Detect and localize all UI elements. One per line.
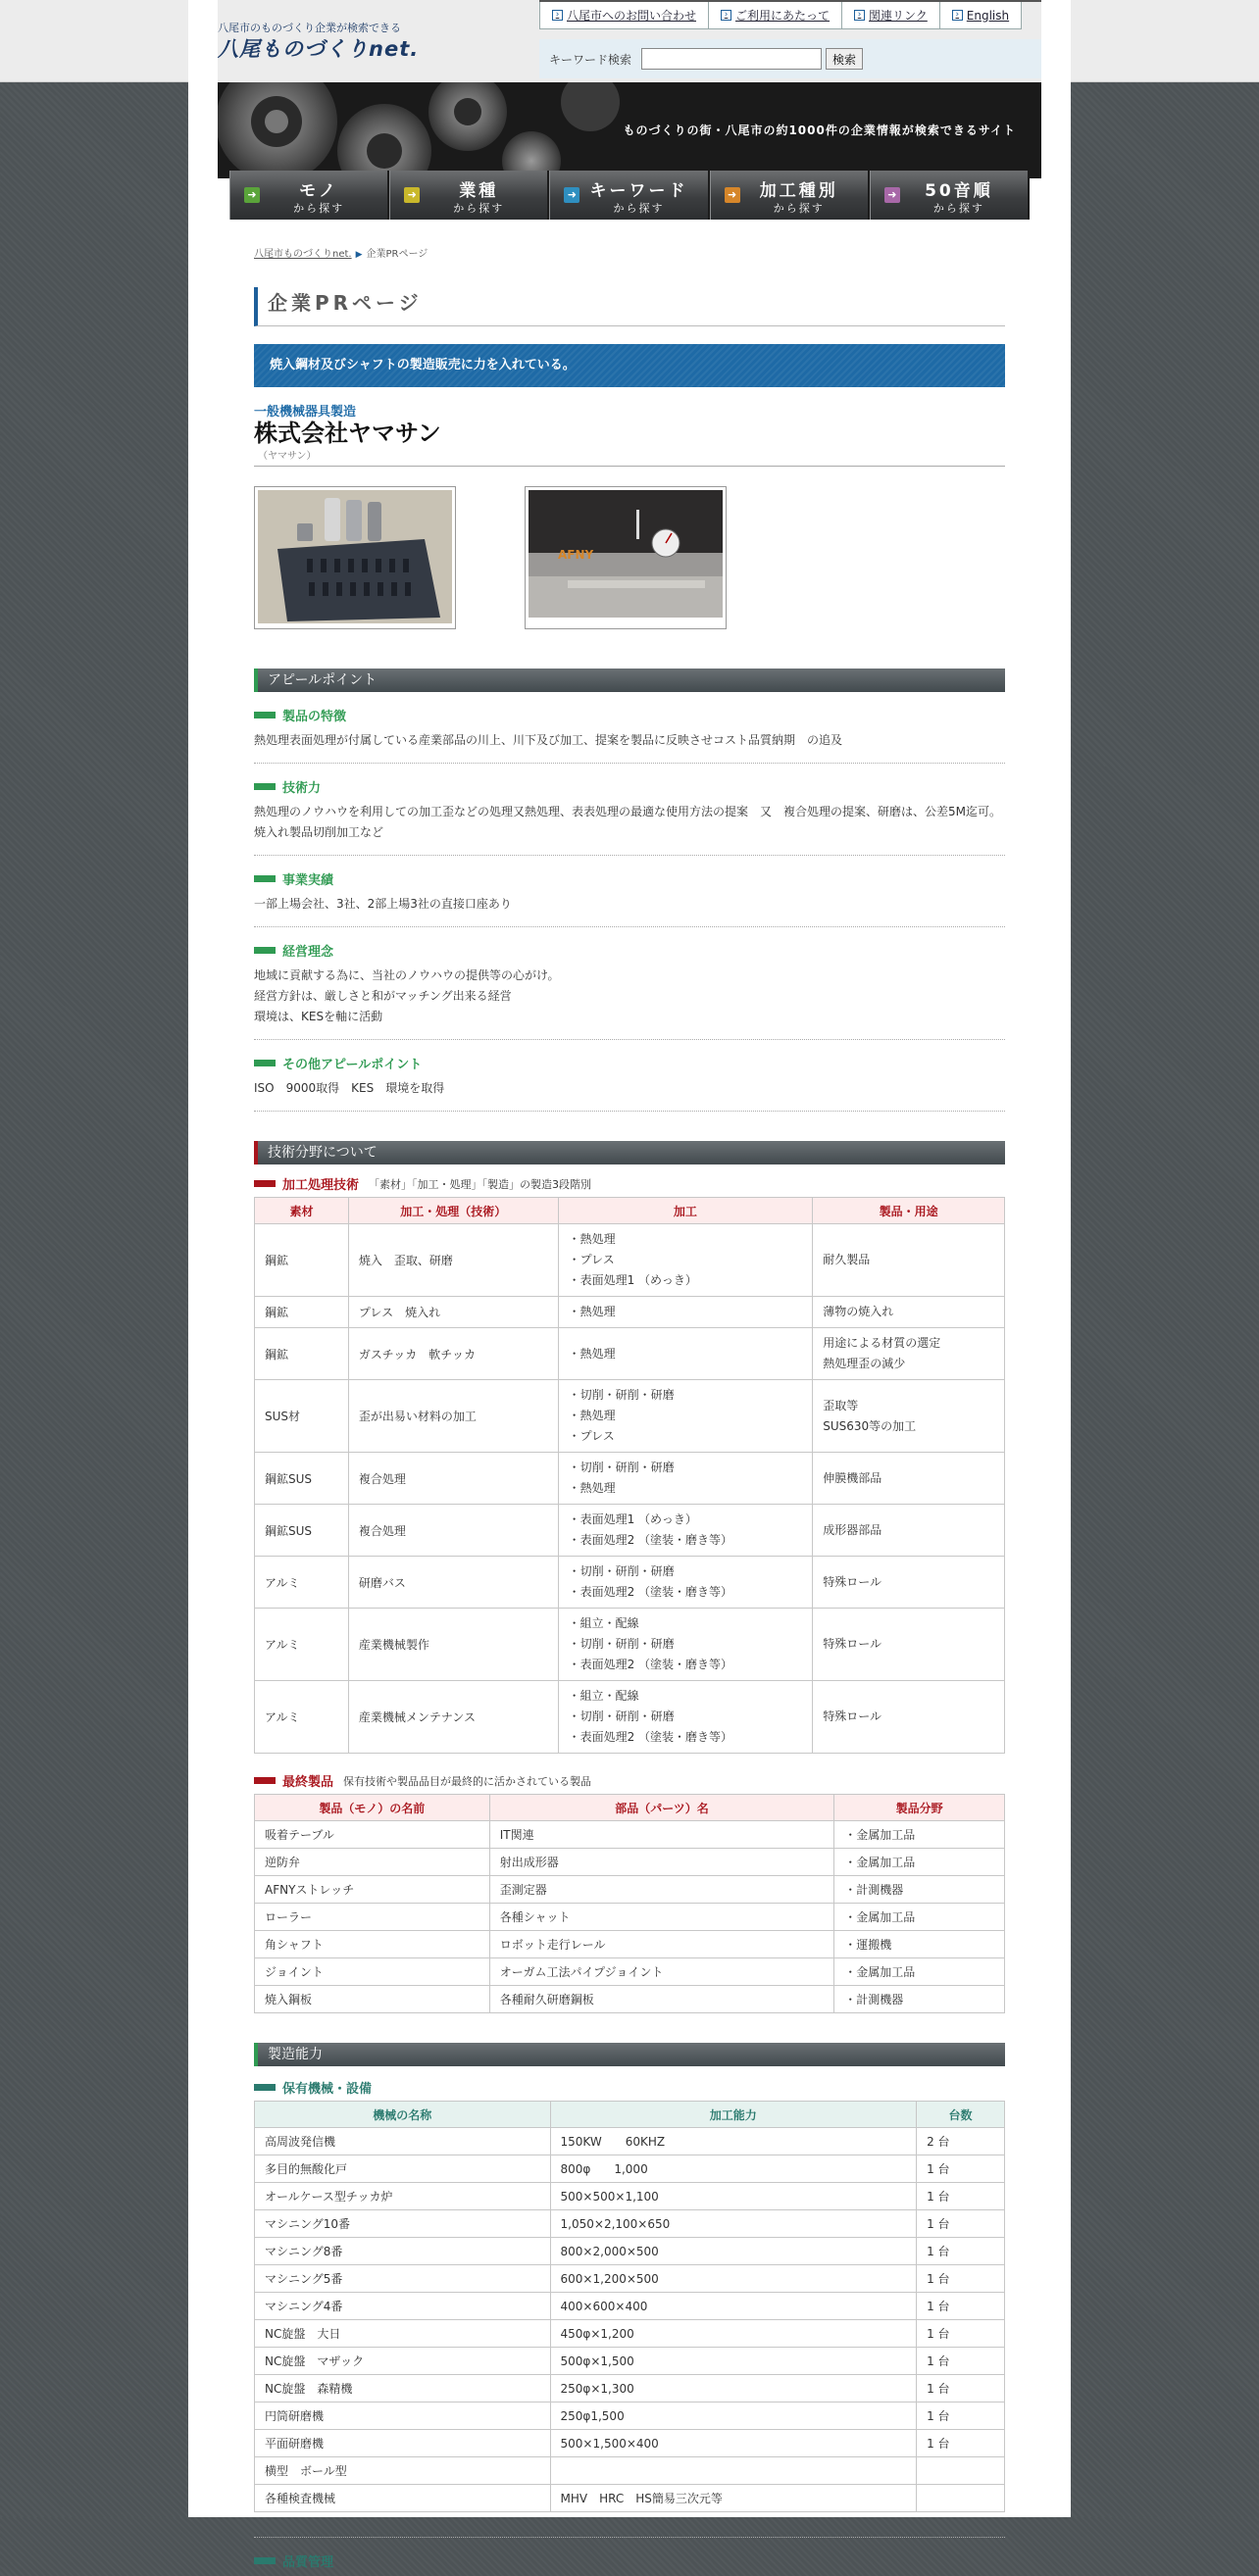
cell-work: ・切削・研削・研磨 ・表面処理2 （塗装・磨き等） (558, 1557, 813, 1609)
table-row (255, 2238, 1005, 2265)
table-row (255, 1821, 1005, 1849)
cell-count: 2 台 (917, 2128, 1005, 2155)
nav-by-keyword[interactable]: ➜ キーワード から探す (549, 171, 709, 220)
table-row (255, 2183, 1005, 2210)
search-button[interactable]: 検索 (826, 48, 863, 70)
table-row (255, 1958, 1005, 1986)
quality-heading: 品質管理 (254, 2551, 1005, 2570)
col-process: 加工・処理（技術） (348, 1198, 558, 1224)
cell-count: 1 台 (917, 2238, 1005, 2265)
arrow-right-icon: › (721, 10, 731, 21)
col-capacity: 加工能力 (550, 2102, 917, 2128)
cell-work: ・熱処理 (558, 1328, 813, 1380)
breadcrumb-home[interactable]: 八尾市ものづくりnet. (254, 249, 352, 260)
arrow-right-icon: ➜ (564, 187, 579, 203)
table-row (255, 1986, 1005, 2013)
arrow-right-icon: › (552, 10, 563, 21)
cell-capacity: 150KW 60KHZ (550, 2128, 917, 2155)
nav-by-industry[interactable]: ➜ 業種 から探す (389, 171, 549, 220)
search-input[interactable] (641, 48, 822, 70)
cell-count: 1 台 (917, 2210, 1005, 2238)
cell-product-name: 焼入鋼板 (255, 1986, 490, 2013)
cell-machine-name: 高周波発信機 (255, 2128, 551, 2155)
cell-field: ・計測機器 (834, 1876, 1005, 1904)
breadcrumb (254, 245, 1005, 260)
bar-icon (254, 1060, 276, 1066)
logo[interactable]: 八尾ものづくりnet. (218, 37, 420, 61)
cell-work: ・表面処理1 （めっき） ・表面処理2 （塗装・磨き等） (558, 1505, 813, 1557)
cell-machine-name: NC旋盤 大日 (255, 2320, 551, 2348)
arrow-right-icon: › (854, 10, 865, 21)
cell-work: ・組立・配線 ・切削・研削・研磨 ・表面処理2 （塗装・磨き等） (558, 1681, 813, 1754)
table-row (255, 1609, 1005, 1681)
product-photo-2[interactable] (525, 486, 727, 629)
cell-use: 耐久製品 (813, 1224, 1005, 1297)
table-row (255, 1681, 1005, 1754)
cell-capacity: 250φ1,500 (550, 2403, 917, 2430)
cell-machine-name: マシニング5番 (255, 2265, 551, 2293)
cell-work: ・熱処理 ・プレス ・表面処理1 （めっき） (558, 1224, 813, 1297)
top-links (539, 0, 1041, 29)
cell-part-name: 歪測定器 (489, 1876, 834, 1904)
main-content: 八尾市ものづくりnet. ▶ 企業PRページ 企業PRページ 焼入鋼材及びシャフトの製造販売に力を入れている。 一般機械器具製造 株式会社ヤマサン （ヤマサン） AFNY アピールポイント 製品の特徴 熱処理表面処理が付属している産業部品の川上、川下及び加工、提案を製品に反映させコスト品質納期 の追及 技術力 熱処理のノウハウを利用しての加工歪などの処理又熱処理、表表処理の最適な使用方法の提案 又 複合処理の提案、研磨は、公差5M迄可。 焼入れ製品切削加工など 事業実績 一部上場会社、3社、2部上場3社の直接口座あり 経営理念 地域に貢献する為に、当社のノウハウの提供等の心がけ。 経営方針は、厳しさと和がマッチング出来る経営 環境は、KESを軸に活動 その他アピールポイント ISO 9000取得 KES 環境を取得 技術分野について 加工処理技術 「素材」「加工・処理」「製造」の製造3段階別 素材 加工・処理（技術） 加工 製品・用途 鋼鉱 焼入 歪取、研磨 ・熱処理 ・プレス ・表面処理1 （めっき） 耐久製品 鋼鉱 プレス 焼入れ ・熱処理 薄物の焼入れ 鋼鉱 ガスチッカ 軟チッカ ・熱処理 用途による材質の選定 熱処理歪の減少 SUS材 歪が出易い材料の加工 ・切削・研削・研磨 ・熱処理 ・プレス 歪取等 SUS630等の加工 鋼鉱SUS 複合処理 ・切削・研削・研磨 ・熱処理 伸膜機部品 鋼鉱SUS 複合処理 ・表面処理1 （めっき） ・表面処理2 （塗装・磨き等） 成形器部品 アルミ 研磨バス ・切削・研削・研磨 ・表面処理2 （塗装・磨き等） 特殊ロール アルミ 産業機械製作 ・組立・配線 ・切削・研削・研磨 ・表面処理2 （塗装・磨き等） 特殊ロール アルミ 産業機械メンテナンス ・組立・配線 ・切削・研削・研磨 ・表面処理2 （塗装・磨き等） 特殊ロール 最終製品 保有技術や製品品目が最終的に活かされている製品 製品（モノ）の名前 部品（パーツ）名 製品分野 吸着テーブル IT関連 ・金属加工品 逆防弁 射出成形器 ・金属加工品 AFNYストレッチ 歪測定器 ・計測機器 ローラー 各種シャット ・金属加工品 角シャフト ロボット走行レール ・運搬機 ジョイント オーガム工法パイプジョイント ・金属加工品 焼入鋼板 各種耐久研磨鋼板 ・計測機器 製造能力 保有機械・設備 機械の名称 加工能力 台数 高周波発信機 150KW 60KHZ 2 台 多目的無酸化戸 800φ 1,000 1 台 オールケース型チッカ炉 500×500×1,100 1 台 マシニング10番 1,050×2,100×650 1 台 マシニング8番 800×2,000×500 1 台 マシニング5番 600×1,200×500 1 台 マシニング4番 400×600×400 1 台 NC旋盤 大日 450φ×1,200 1 台 NC旋盤 マザック 500φ×1,500 1 台 NC旋盤 森精機 250φ×1,300 1 台 円筒研磨機 250φ1,500 1 台 平面研磨機 500×1,500×400 1 台 横型 ボール型 各種検査機械 MHV HRC HS簡易三次元等 品質管理 (254, 245, 1005, 2576)
product-image (529, 490, 723, 618)
table-row (255, 1224, 1005, 1297)
cell-field: ・金属加工品 (834, 1849, 1005, 1876)
cell-process: プレス 焼入れ (348, 1297, 558, 1328)
cell-capacity: 400×600×400 (550, 2293, 917, 2320)
header (218, 0, 1041, 82)
triangle-right-icon: ▶ (355, 250, 363, 260)
tech-table (254, 1197, 1005, 1754)
bar-icon (254, 947, 276, 954)
cell-machine-name: マシニング8番 (255, 2238, 551, 2265)
page-container (188, 0, 1071, 2570)
cell-part-name: ロボット走行レール (489, 1931, 834, 1958)
company-name: 株式会社ヤマサン (254, 420, 441, 447)
bar-icon (254, 875, 276, 882)
table-row (255, 2155, 1005, 2183)
cell-use: 伸膜機部品 (813, 1453, 1005, 1505)
table-row (255, 2375, 1005, 2403)
cell-work: ・切削・研削・研磨 ・熱処理 ・プレス (558, 1380, 813, 1453)
cell-part-name: IT関連 (489, 1821, 834, 1849)
table-row (255, 2403, 1005, 2430)
catchphrase: 焼入鋼材及びシャフトの製造販売に力を入れている。 (254, 344, 1005, 387)
cell-part-name: 各種耐久研磨鋼板 (489, 1986, 834, 2013)
cell-field: ・金属加工品 (834, 1904, 1005, 1931)
arrow-right-icon: › (952, 10, 963, 21)
table-row (255, 1557, 1005, 1609)
nav-by-product[interactable]: ➜ モノ から探す (229, 171, 389, 220)
cell-machine-name: 各種検査機械 (255, 2485, 551, 2512)
bar-icon (254, 783, 276, 790)
link-usage[interactable]: › ご利用にあたって (708, 2, 842, 29)
cell-machine-name: マシニング4番 (255, 2293, 551, 2320)
cell-field: ・金属加工品 (834, 1821, 1005, 1849)
search-bar (539, 39, 1041, 78)
page-title: 企業PRページ (254, 287, 1005, 326)
table-row (255, 1849, 1005, 1876)
appeal-item-results: 事業実績 一部上場会社、3社、2部上場3社の直接口座あり (254, 869, 1005, 927)
afny-logo: AFNY (558, 548, 594, 562)
cell-count: 1 台 (917, 2265, 1005, 2293)
cell-part-name: オーガム工法パイプジョイント (489, 1958, 834, 1986)
cell-product-name: ジョイント (255, 1958, 490, 1986)
cell-process: 歪が出易い材料の加工 (348, 1380, 558, 1453)
col-material: 素材 (255, 1198, 349, 1224)
bar-icon (254, 2557, 276, 2564)
cell-process: 研磨バス (348, 1557, 558, 1609)
cell-material: 鋼鉱SUS (255, 1453, 349, 1505)
cell-part-name: 射出成形器 (489, 1849, 834, 1876)
cell-use: 特殊ロール (813, 1609, 1005, 1681)
cell-capacity: MHV HRC HS簡易三次元等 (550, 2485, 917, 2512)
table-row (255, 2128, 1005, 2155)
table-row (255, 1380, 1005, 1453)
section-tech: 技術分野について (254, 1141, 1005, 1164)
cell-material: アルミ (255, 1609, 349, 1681)
product-photo-1[interactable] (254, 486, 456, 629)
cell-capacity: 250φ×1,300 (550, 2375, 917, 2403)
section-appeal: アピールポイント (254, 669, 1005, 692)
equipment-table (254, 2101, 1005, 2512)
cell-field: ・金属加工品 (834, 1958, 1005, 1986)
cell-material: 鋼鉱 (255, 1328, 349, 1380)
cell-work: ・熱処理 (558, 1297, 813, 1328)
cell-field: ・計測機器 (834, 1986, 1005, 2013)
cell-process: 複合処理 (348, 1505, 558, 1557)
banner (218, 82, 1041, 178)
cell-product-name: 吸着テーブル (255, 1821, 490, 1849)
cell-use: 薄物の焼入れ (813, 1297, 1005, 1328)
cell-capacity: 500×1,500×400 (550, 2430, 917, 2457)
cell-count: 1 台 (917, 2430, 1005, 2457)
table-row (255, 2430, 1005, 2457)
appeal-item-other: その他アピールポイント ISO 9000取得 KES 環境を取得 (254, 1054, 1005, 1112)
col-part-name: 部品（パーツ）名 (489, 1795, 834, 1821)
cell-count (917, 2485, 1005, 2512)
cell-count: 1 台 (917, 2155, 1005, 2183)
table-row (255, 1904, 1005, 1931)
table-row (255, 2348, 1005, 2375)
cell-material: アルミ (255, 1681, 349, 1754)
cell-count: 1 台 (917, 2183, 1005, 2210)
company-kana: （ヤマサン） (254, 447, 1005, 467)
appeal-item-features: 製品の特徴 熱処理表面処理が付属している産業部品の川上、川下及び加工、提案を製品に反映させコスト品質納期 の追及 (254, 706, 1005, 764)
table-row (255, 1297, 1005, 1328)
table-row (255, 2265, 1005, 2293)
product-image (258, 490, 452, 623)
cell-process: ガスチッカ 軟チッカ (348, 1328, 558, 1380)
nav-by-process[interactable]: ➜ 加工種別 から探す (710, 171, 870, 220)
cell-process: 複合処理 (348, 1453, 558, 1505)
cell-count: 1 台 (917, 2375, 1005, 2403)
cell-use: 用途による材質の選定 熱処理歪の減少 (813, 1328, 1005, 1380)
arrow-right-icon: ➜ (404, 187, 420, 203)
table-row (255, 1876, 1005, 1904)
cell-count: 1 台 (917, 2348, 1005, 2375)
appeal-item-technology: 技術力 熱処理のノウハウを利用しての加工歪などの処理又熱処理、表表処理の最適な使用方法の提案 又 複合処理の提案、研磨は、公差5M迄可。 焼入れ製品切削加工など (254, 777, 1005, 856)
logo-tagline: 八尾市のものづくり企業が検索できる (218, 22, 401, 34)
cell-machine-name: 円筒研磨機 (255, 2403, 551, 2430)
cell-use: 歪取等 SUS630等の加工 (813, 1380, 1005, 1453)
cell-capacity: 1,050×2,100×650 (550, 2210, 917, 2238)
cell-machine-name: マシニング10番 (255, 2210, 551, 2238)
col-machine-name: 機械の名称 (255, 2102, 551, 2128)
bar-icon (254, 1180, 276, 1187)
cell-machine-name: NC旋盤 マザック (255, 2348, 551, 2375)
col-field: 製品分野 (834, 1795, 1005, 1821)
cell-material: 鋼鉱 (255, 1297, 349, 1328)
cell-material: 鋼鉱 (255, 1224, 349, 1297)
col-work: 加工 (558, 1198, 813, 1224)
cell-process: 産業機械製作 (348, 1609, 558, 1681)
col-count: 台数 (917, 2102, 1005, 2128)
cell-capacity: 500φ×1,500 (550, 2348, 917, 2375)
cell-capacity: 500×500×1,100 (550, 2183, 917, 2210)
cell-machine-name: 横型 ボール型 (255, 2457, 551, 2485)
arrow-right-icon: ➜ (725, 187, 740, 203)
table-row (255, 2210, 1005, 2238)
cell-count (917, 2457, 1005, 2485)
banner-text: ものづくりの街・八尾市の約1000件の企業情報が検索できるサイト (623, 124, 1016, 137)
cell-machine-name: 平面研磨機 (255, 2430, 551, 2457)
cell-capacity (550, 2457, 917, 2485)
cell-count: 1 台 (917, 2293, 1005, 2320)
cell-use: 特殊ロール (813, 1681, 1005, 1754)
cell-process: 産業機械メンテナンス (348, 1681, 558, 1754)
bar-icon (254, 1777, 276, 1784)
cell-field: ・運搬機 (834, 1931, 1005, 1958)
table-row (255, 2485, 1005, 2512)
cell-capacity: 800×2,000×500 (550, 2238, 917, 2265)
link-related[interactable]: › 関連リンク (841, 2, 940, 29)
col-product-name: 製品（モノ）の名前 (255, 1795, 490, 1821)
cell-product-name: AFNYストレッチ (255, 1876, 490, 1904)
table-row (255, 1505, 1005, 1557)
main-nav (229, 171, 1030, 220)
appeal-item-philosophy: 経営理念 地域に貢献する為に、当社のノウハウの提供等の心がけ。 経営方針は、厳しさと和がマッチング出来る経営 環境は、KESを軸に活動 (254, 941, 1005, 1040)
cell-use: 成形器部品 (813, 1505, 1005, 1557)
arrow-right-icon: ➜ (244, 187, 260, 203)
cell-product-name: ローラー (255, 1904, 490, 1931)
photo-gallery (254, 486, 1005, 629)
cell-product-name: 逆防弁 (255, 1849, 490, 1876)
cell-count: 1 台 (917, 2320, 1005, 2348)
table-row (255, 2457, 1005, 2485)
cell-machine-name: 多目的無酸化戸 (255, 2155, 551, 2183)
table-row (255, 1931, 1005, 1958)
company-category: 一般機械器具製造 (254, 405, 357, 420)
table-row (255, 2320, 1005, 2348)
link-contact[interactable]: › 八尾市へのお問い合わせ (539, 2, 709, 29)
bar-icon (254, 2084, 276, 2091)
cell-machine-name: NC旋盤 森精機 (255, 2375, 551, 2403)
cell-process: 焼入 歪取、研磨 (348, 1224, 558, 1297)
cell-capacity: 600×1,200×500 (550, 2265, 917, 2293)
final-products-table (254, 1794, 1005, 2013)
bar-icon (254, 712, 276, 718)
table-row (255, 1328, 1005, 1380)
nav-by-syllabary[interactable]: ➜ 50音順 から探す (870, 171, 1030, 220)
table-row (255, 2293, 1005, 2320)
cell-material: アルミ (255, 1557, 349, 1609)
cell-work: ・切削・研削・研磨 ・熱処理 (558, 1453, 813, 1505)
cell-use: 特殊ロール (813, 1557, 1005, 1609)
cell-capacity: 800φ 1,000 (550, 2155, 917, 2183)
section-capacity: 製造能力 (254, 2043, 1005, 2066)
col-use: 製品・用途 (813, 1198, 1005, 1224)
cell-machine-name: オールケース型チッカ炉 (255, 2183, 551, 2210)
link-english[interactable]: › English (939, 2, 1022, 29)
arrow-right-icon: ➜ (884, 187, 900, 203)
cell-part-name: 各種シャット (489, 1904, 834, 1931)
breadcrumb-current: 企業PRページ (366, 249, 428, 260)
cell-material: 鋼鉱SUS (255, 1505, 349, 1557)
table-row (255, 1453, 1005, 1505)
cell-material: SUS材 (255, 1380, 349, 1453)
cell-capacity: 450φ×1,200 (550, 2320, 917, 2348)
cell-product-name: 角シャフト (255, 1931, 490, 1958)
search-label: キーワード検索 (549, 52, 632, 67)
cell-work: ・組立・配線 ・切削・研削・研磨 ・表面処理2 （塗装・磨き等） (558, 1609, 813, 1681)
cell-count: 1 台 (917, 2403, 1005, 2430)
